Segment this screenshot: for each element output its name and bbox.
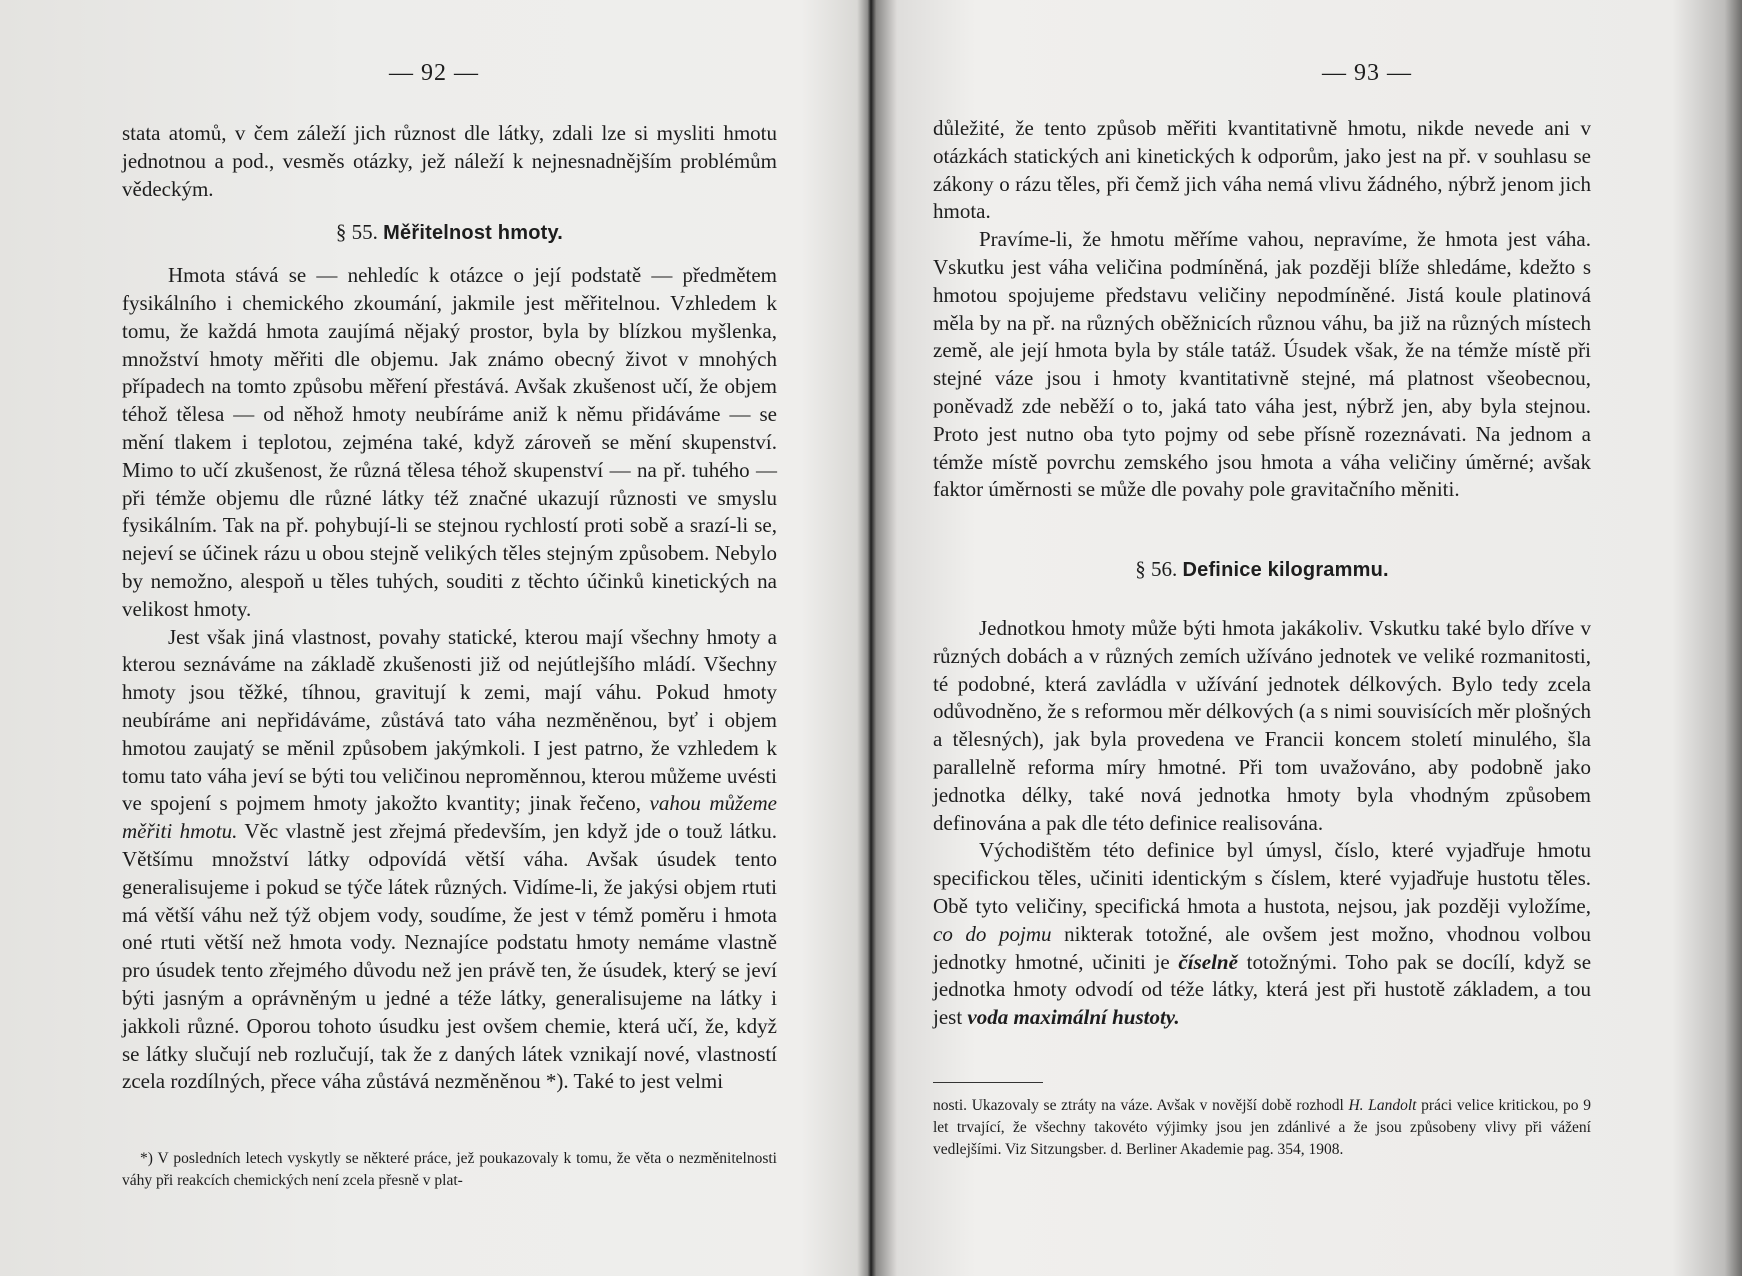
section-title: Měřitelnost hmoty. bbox=[383, 222, 564, 245]
left-page-body bbox=[122, 120, 777, 1096]
footnote: *) V posledních letech vyskytly se některé práce, jež poukazovaly k tomu, že věta o nezměnitelnosti váhy při reakcích chemických není zcela přesně v plat- bbox=[122, 1150, 777, 1189]
footnote-area bbox=[933, 1082, 1591, 1161]
opening-paragraph: důležité, že tento způsob měřiti kvantitativně hmotu, nikde nevede ani v otázkách statických ani kinetických k odporům, jako jest na př. v souhlasu se zákony o rázu těles, při čemž jich váha nemá vlivu žádného, nýbrž jenom jich hmota. bbox=[933, 116, 1591, 224]
section-number: § 56. bbox=[1135, 557, 1178, 582]
paragraph bbox=[933, 837, 1591, 1032]
right-page bbox=[873, 0, 1742, 1276]
section-heading bbox=[122, 219, 777, 248]
emphasis-text: voda maximální hustoty. bbox=[967, 1005, 1180, 1030]
paragraph: Pravíme-li, že hmotu měříme vahou, nepravíme, že hmota jest váha. Vskutku jest váha veličina podmíněná, jak později blíže shledáme, kdežto s hmotou spojujeme představu veličiny nepodmíněné. Jistá koule platinová měla by na př. na různých oběžnicích různou váhu, ba již na různých místech země, ale její hmota byla by stále tatáž. Úsudek však, že na témže místě při stejné váze jsou i hmoty kvantitativně stejné, má platnost všeobecnou, poněvadž zde neběží o to, jaká tato váha jest, nýbrž jen, aby byla stejnou. Proto jest nutno oba tyto pojmy od sebe přísně rozeznávati. Na jednom a témže místě povrchu zemského jsou hmota a váha veličiny úměrné; avšak faktor úměrnosti se může dle povahy pole gravitačního měniti. bbox=[933, 227, 1591, 502]
emphasis-text: co do pojmu bbox=[933, 921, 1052, 946]
paragraph bbox=[122, 624, 777, 1097]
left-page bbox=[0, 0, 868, 1276]
footnote bbox=[933, 1095, 1591, 1161]
page-number: — 93 — bbox=[1322, 60, 1412, 86]
opening-paragraph: stata atomů, v čem záleží jich různost dle látky, zdali lze si mysliti hmotu jednotnou a pod., vesměs otázky, jež náleží k nejnesnadnějším problémům vědeckým. bbox=[122, 121, 777, 201]
right-page-body bbox=[933, 115, 1591, 1032]
page-number: — 92 — bbox=[389, 60, 479, 86]
footnote-area bbox=[122, 1148, 777, 1192]
paragraph-text: Jest však jiná vlastnost, povahy statické, kterou mají všechny hmoty a kterou seznáváme na základě zkušenosti již od nejútlejšího mládí. Všechny hmoty jsou těžké, tíhnou, gravitují k zemi, mají váhu. Pokud hmoty neubíráme ani nepřidáváme, zůstává tato váha nezměněnou, byť i objem hmotou zaujatý se měnil způsobem jakýmkoli. I jest patrno, že vzhledem k tomu tato váha jeví se býti tou veličinou neproměnnou, kterou můžeme uvésti ve spojení s pojmem hmoty jakožto kvantity; jinak řečeno, bbox=[122, 624, 777, 816]
section-number: § 55. bbox=[335, 220, 378, 245]
emphasis-text: číselně bbox=[1178, 949, 1238, 974]
section-heading bbox=[933, 556, 1591, 585]
paragraph-text: nikterak totožné, ale ovšem jest možno, vhodnou volbou jednotky hmotné, učiniti je bbox=[933, 921, 1591, 974]
paragraph-text: Věc vlastně jest zřejmá především, jen když jde o touž látku. Většímu množství látky odpovídá větší váha. Avšak úsudek tento generalisujeme i pokud se týče látek různých. Vidíme-li, že jakýsi objem rtuti má větší váhu než týž objem vody, soudíme, že jest v témž poměru i hmota oné rtuti větší než hmota vody. Neznajíce podstatu hmoty nemáme vlastně pro úsudek tento zřejmého důvodu než jen právě ten, že úsudek, který se jeví býti jasným a oprávněným u jedné a téže látky, generalisujeme na látky i jakkoli různé. Oporou tohoto úsudku jest ovšem chemie, která učí, že, když se látky slučují neb rozlučují, tak že z daných látek vznikají nové, vlastností zcela rozdílných, přece váha zůstává nezměněnou *). Také to jest velmi bbox=[122, 819, 777, 1094]
paragraph-text: totožnými. Toho pak se docílí, když se jednotka hmoty odvodí od téže látky, která jest při hustotě základem, a tou jest bbox=[933, 949, 1592, 1030]
paragraph: Hmota stává se — nehledíc k otázce o její podstatě — předmětem fysikálního i chemického zkoumání, jakmile jest měřitelnou. Vzhledem k tomu, že každá hmota zaujímá nějaký prostor, byla by blízkou myšlenka, množství hmoty měřiti dle objemu. Jak známo obecný život v mnohých případech na tomto způsobu měření přestává. Avšak zkušenost učí, že objem téhož tělesa — od něhož hmoty neubíráme aniž k němu přidáváme — se mění tlakem i teplotou, zejména také, když zároveň se mění skupenství. Mimo to učí zkušenost, že různá tělesa téhož skupenství — na př. tuhého — při témže objemu dle různé látky též značné ukazují různosti ve smyslu fysikálním. Tak na př. pohybují-li se stejnou rychlostí proti sobě a srazí-li se, nejeví se účinek rázu u obou stejně velikých těles stejným způsobem. Nebylo by nemožno, alespoň u těles tuhých, souditi z těchto účinků kinetických na velikost hmoty. bbox=[122, 263, 777, 621]
emphasis-text: vahou můžeme měřiti hmotu. bbox=[122, 791, 778, 844]
footnote-text: nosti. Ukazovaly se ztráty na váze. Avšak v novější době rozhodl bbox=[933, 1097, 1344, 1114]
emphasis-text: H. Landolt bbox=[1348, 1097, 1417, 1114]
paragraph: Jednotkou hmoty může býti hmota jakákoliv. Vskutku také bylo dříve v různých dobách a v různých zemích užíváno jednotek ve veliké rozmanitosti, té podobné, která zavládla v užívání jednotek délkových. Bylo tedy zcela odůvodněno, že s reformou měr délkových (a s nimi souvisících měr plošných a tělesných), jak byla provedena ve Francii koncem století minulého, šla parallelně reforma míry hmotné. Při tom uvažováno, aby podobně jako jednotka délky, také nová jednotka hmoty byla vhodným způsobem definována a pak dle této definice realisována. bbox=[933, 615, 1591, 835]
paragraph-text: Východištěm této definice byl úmysl, číslo, které vyjadřuje hmotu specifickou těles, učiniti identickým s číslem, které vyjadřuje hustotu těles. Obě tyto veličiny, specifická hmota a hustota, nejsou, jak později vyložíme, bbox=[933, 838, 1591, 918]
section-title: Definice kilogrammu. bbox=[1182, 559, 1389, 582]
footnote-text: práci velice kritickou, po 9 let trvající, že všechny takovéto výjimky jsou jen zdánlivé a že jsou způsobeny vlivy při vážení vedlejšími. Viz Sitzungsber. d. Berliner Akademie pag. 354, 1908. bbox=[933, 1097, 1592, 1158]
footnote-separator bbox=[933, 1082, 1591, 1095]
